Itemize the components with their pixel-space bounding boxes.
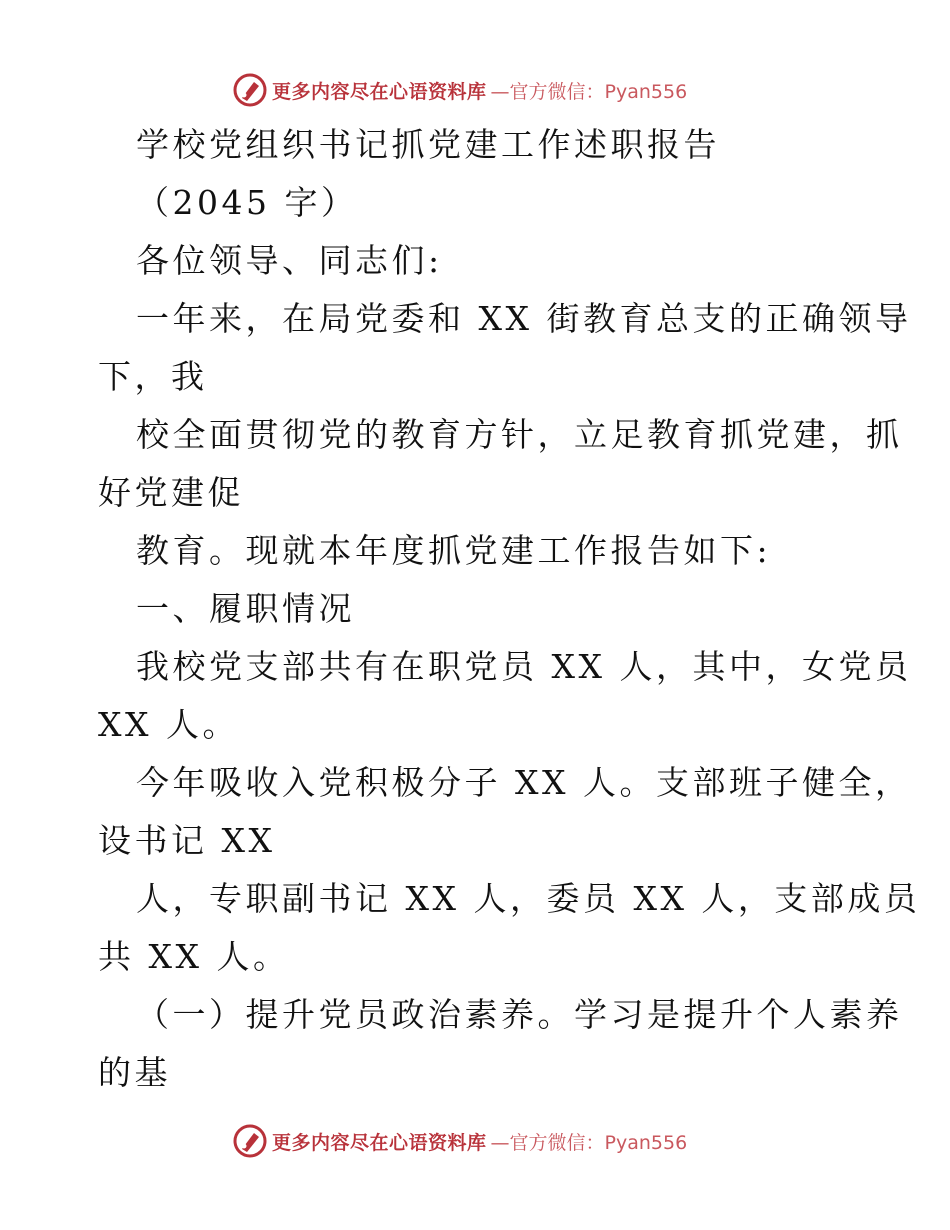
watermark-brand: 更多内容尽在心语资料库 — [272, 1131, 487, 1154]
watermark-wechat: —官方微信：Pyan556 — [490, 1131, 688, 1154]
paragraph-line: 的基 — [98, 1053, 171, 1092]
word-count: （2045 字） — [136, 183, 358, 222]
paragraph-line: XX 人。 — [98, 705, 239, 744]
pen-circle-logo-icon — [232, 72, 268, 108]
paragraph-line: 今年吸收入党积极分子 XX 人。支部班子健全， — [136, 763, 912, 802]
watermark-brand: 更多内容尽在心语资料库 — [272, 80, 487, 103]
section-heading: 一、履职情况 — [136, 589, 355, 628]
document-title: 学校党组织书记抓党建工作述职报告 — [136, 125, 720, 164]
paragraph-line: 教育。现就本年度抓党建工作报告如下: — [136, 531, 772, 570]
header-watermark — [232, 70, 687, 110]
paragraph-line: 一年来，在局党委和 XX 街教育总支的正确领导 — [136, 299, 912, 338]
paragraph-line: 共 XX 人。 — [98, 937, 290, 976]
footer-watermark — [232, 1121, 687, 1161]
paragraph-line: 校全面贯彻党的教育方针，立足教育抓党建，抓 — [136, 415, 903, 454]
watermark-wechat: —官方微信：Pyan556 — [490, 80, 688, 103]
paragraph-line: 人，专职副书记 XX 人，委员 XX 人，支部成员 — [136, 879, 921, 918]
paragraph-line: 设书记 XX — [98, 821, 276, 860]
paragraph-line: 下，我 — [98, 357, 208, 396]
subsection-heading: （一）提升党员政治素养。学习是提升个人素养 — [136, 995, 903, 1034]
paragraph-line: 我校党支部共有在职党员 XX 人，其中，女党员 — [136, 647, 912, 686]
salutation: 各位领导、同志们: — [136, 241, 443, 280]
document-body — [98, 116, 921, 1102]
paragraph-line: 好党建促 — [98, 473, 244, 512]
pen-circle-logo-icon — [232, 1123, 268, 1159]
